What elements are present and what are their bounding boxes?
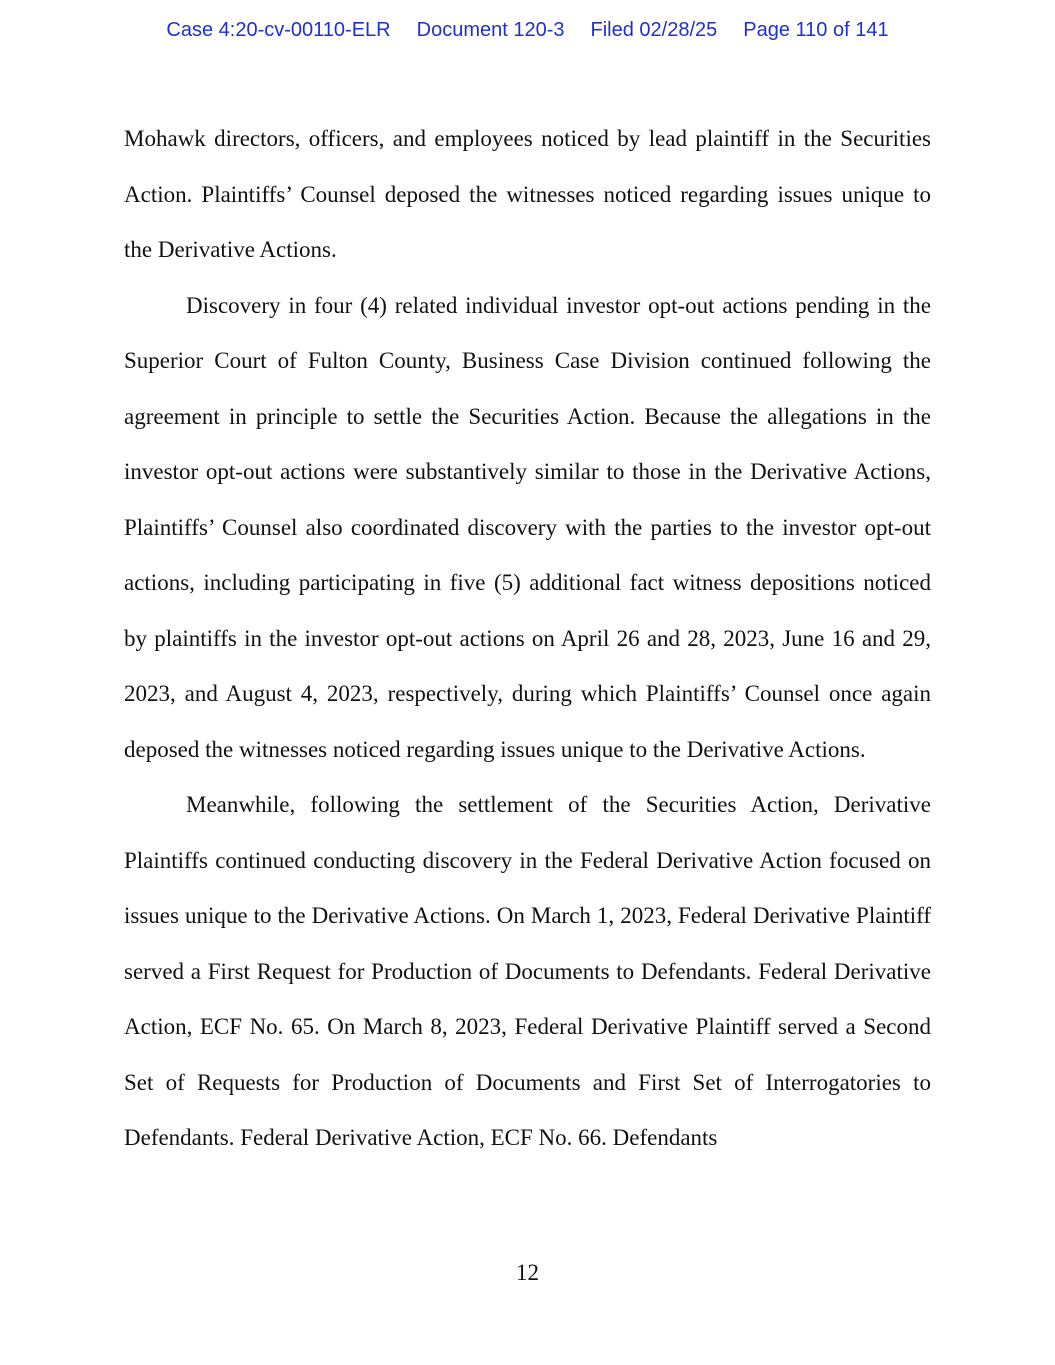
- filed-date: Filed 02/28/25: [590, 19, 718, 41]
- paragraph-federal-discovery: Meanwhile, following the settlement of the Securities Action, Derivative Plaintiffs continued conducting discovery in the Federal Derivative Action focused on issues unique to the Derivative Actions. On March 1, 2023, Federal Derivative Plaintiff served a First Request for Production of Documents to Defendants. Federal Derivative Action, ECF No. 65. On March 8, 2023, Federal Derivative Plaintiff served a Second Set of Requests for Production of Documents and First Set of Interrogatories to Defendants. Federal Derivative Action, ECF No. 66. Defendants: [124, 792, 931, 1150]
- document-number: Document 120-3: [416, 19, 565, 41]
- paragraph-opt-out-discovery: Discovery in four (4) related individual investor opt-out actions pending in the Superior Court of Fulton County, Business Case Division continued following the agreement in principle to settle the Securities Action. Because the allegations in the investor opt-out actions were substantively similar to those in the Derivative Actions, Plaintiffs’ Counsel also coordinated discovery with the parties to the investor opt-out actions, including participating in five (5) additional fact witness depositions noticed by plaintiffs in the investor opt-out actions on April 26 and 28, 2023, June 16 and 29, 2023, and August 4, 2023, respectively, during which Plaintiffs’ Counsel once again deposed the witnesses noticed regarding issues unique to the Derivative Actions.: [124, 292, 931, 762]
- page-number: 12: [516, 1260, 539, 1285]
- document-body: [124, 111, 931, 1166]
- ecf-filing-header: [0, 19, 1055, 42]
- case-number: Case 4:20-cv-00110-ELR: [166, 19, 391, 41]
- page-of-total: Page 110 of 141: [743, 19, 889, 41]
- paragraph-continuation: Mohawk directors, officers, and employees noticed by lead plaintiff in the Securities Action. Plaintiffs’ Counsel deposed the witnesses noticed regarding issues unique to the Derivative Actions.: [124, 126, 931, 262]
